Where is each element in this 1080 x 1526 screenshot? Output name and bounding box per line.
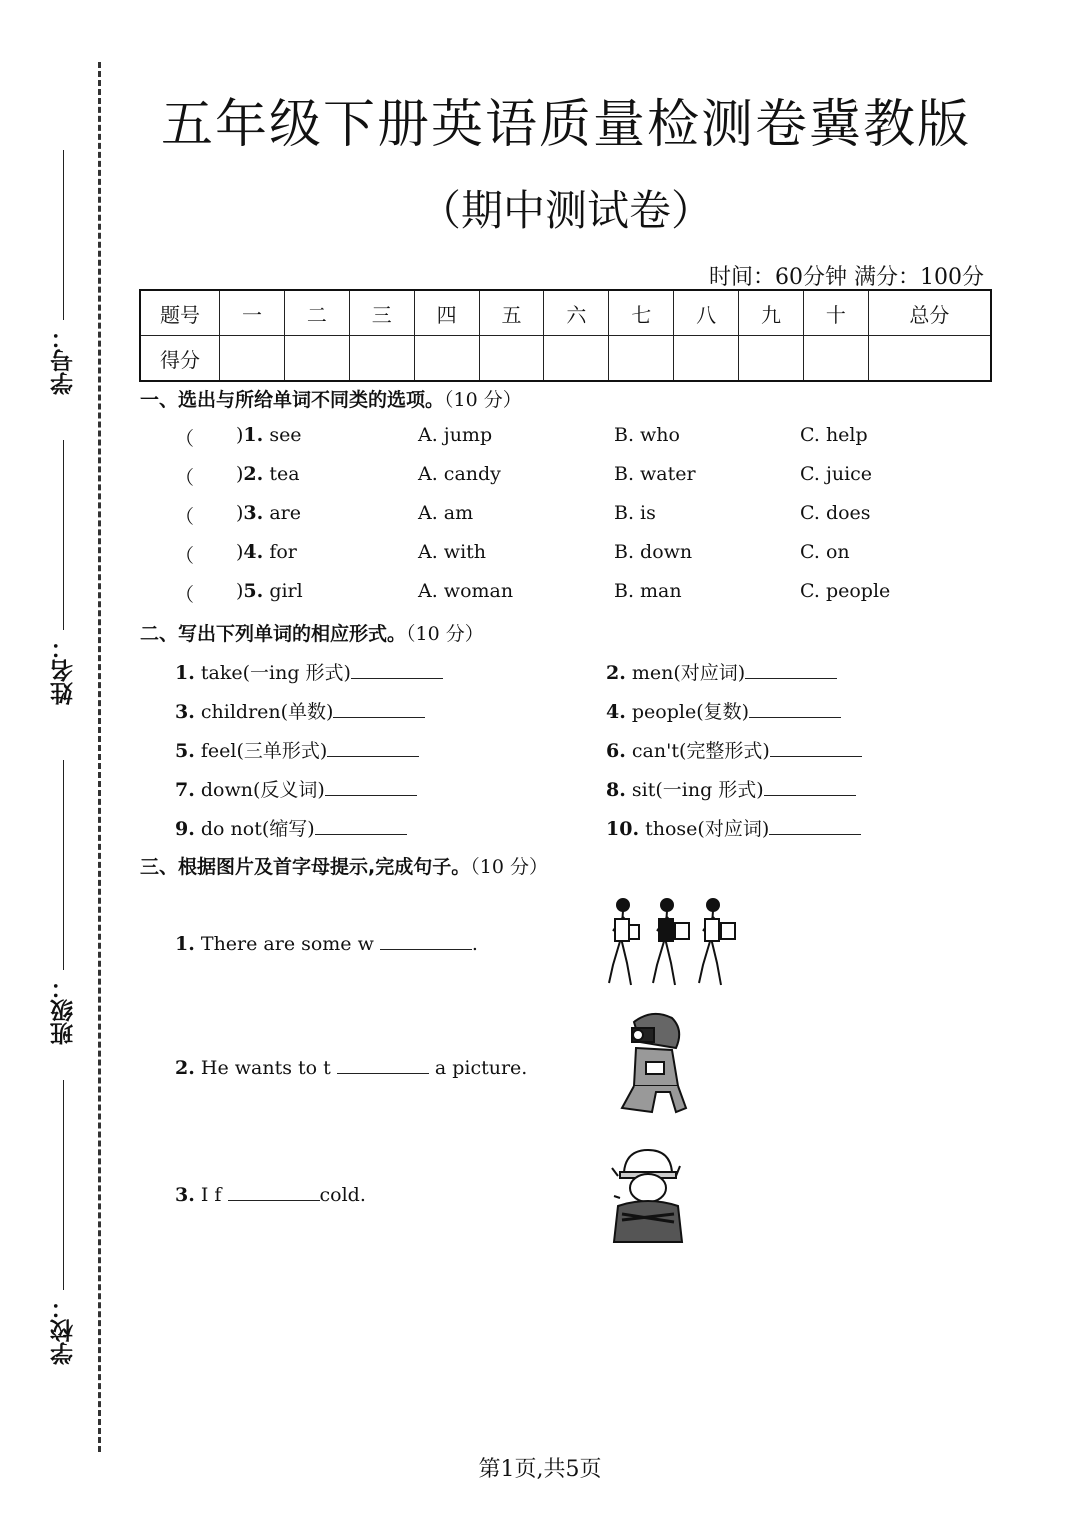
student-id-label: 学号：	[50, 326, 77, 395]
s2-answer-blank[interactable]	[769, 816, 861, 835]
score-cell[interactable]	[414, 336, 479, 382]
score-header-cell: 一	[220, 290, 285, 336]
score-header-cell: 三	[349, 290, 414, 336]
s2-answer-blank[interactable]	[333, 699, 425, 718]
s3-item: 2. He wants to t a picture.	[175, 1057, 528, 1079]
s2-answer-blank[interactable]	[764, 777, 856, 796]
s1-option-c: C. on	[800, 541, 850, 563]
score-header-cell: 九	[739, 290, 804, 336]
s2-answer-blank[interactable]	[745, 660, 837, 679]
score-header-cell: 二	[284, 290, 349, 336]
s1-paren: （	[175, 467, 195, 489]
s1-option-c: C. help	[800, 424, 868, 446]
score-header-cell: 四	[414, 290, 479, 336]
women-shopping-picture	[605, 893, 745, 993]
score-cell[interactable]	[803, 336, 868, 382]
school-label: 学校：	[50, 1296, 77, 1365]
s1-option-a: A. with	[418, 541, 487, 563]
s1-paren: （	[175, 545, 195, 567]
s1-option-c: C. people	[800, 580, 891, 602]
score-cell[interactable]	[349, 336, 414, 382]
s2-item: 2. men(对应词)	[606, 658, 837, 685]
section2-heading	[140, 619, 484, 646]
s2-item: 6. can't(完整形式)	[606, 736, 862, 763]
s3-answer-blank[interactable]	[228, 1182, 320, 1201]
s1-question: )1. see	[236, 424, 302, 446]
school-field[interactable]	[45, 1080, 81, 1365]
section2-points: （10 分）	[406, 623, 484, 645]
score-cell[interactable]	[739, 336, 804, 382]
s2-item: 8. sit(一ing 形式)	[606, 775, 856, 802]
s1-paren: （	[175, 428, 195, 450]
s1-option-a: A. candy	[418, 463, 501, 485]
section1-heading	[140, 385, 522, 412]
score-header-cell: 六	[544, 290, 609, 336]
s1-option-c: C. does	[800, 502, 871, 524]
s1-option-b: B. who	[614, 424, 680, 446]
s3-item: 1. There are some w .	[175, 933, 478, 955]
s1-question: )2. tea	[236, 463, 300, 485]
score-header-cell: 题号	[140, 290, 220, 336]
s1-question: )3. are	[236, 502, 301, 524]
page-subtitle: （期中测试卷）	[418, 186, 713, 235]
s1-option-b: B. water	[614, 463, 696, 485]
name-field[interactable]	[45, 440, 81, 705]
s2-answer-blank[interactable]	[351, 660, 443, 679]
score-header-cell: 十	[803, 290, 868, 336]
s1-answer-slot[interactable]	[205, 424, 235, 446]
section3-title: 三、根据图片及首字母提示,完成句子。	[140, 856, 471, 878]
s1-question: )5. girl	[236, 580, 303, 602]
s3-answer-blank[interactable]	[380, 931, 472, 950]
binding-dashed-line	[98, 62, 101, 1452]
s3-answer-blank[interactable]	[337, 1055, 429, 1074]
s1-paren: （	[175, 506, 195, 528]
score-header-cell: 七	[609, 290, 674, 336]
score-header-row	[140, 290, 991, 336]
score-header-cell: 五	[479, 290, 544, 336]
s1-question: )4. for	[236, 541, 297, 563]
section3-points: （10 分）	[470, 856, 548, 878]
s1-answer-slot[interactable]	[205, 580, 235, 602]
s1-option-a: A. am	[418, 502, 474, 524]
class-label: 班级：	[50, 976, 77, 1045]
s1-option-b: B. man	[614, 580, 682, 602]
s3-item: 3. I f cold.	[175, 1184, 366, 1206]
class-field[interactable]	[45, 760, 81, 1045]
s1-option-b: B. down	[614, 541, 693, 563]
score-cell[interactable]	[868, 336, 991, 382]
score-cell[interactable]	[544, 336, 609, 382]
s2-item: 1. take(一ing 形式)	[175, 658, 443, 685]
score-input-row	[140, 336, 991, 382]
s2-item: 5. feel(三单形式)	[175, 736, 419, 763]
s2-answer-blank[interactable]	[327, 738, 419, 757]
score-table	[139, 289, 992, 382]
s1-paren: （	[175, 584, 195, 606]
cold-child-picture	[610, 1146, 686, 1244]
s1-option-a: A. woman	[418, 580, 514, 602]
score-row-label: 得分	[140, 336, 220, 382]
section1-points: （10 分）	[444, 389, 522, 411]
s1-option-c: C. juice	[800, 463, 873, 485]
section1-title: 一、选出与所给单词不同类的选项。	[140, 389, 445, 411]
score-cell[interactable]	[674, 336, 739, 382]
student-id-field[interactable]	[45, 150, 81, 395]
page-footer: 第1页,共5页	[478, 1457, 602, 1482]
s1-option-b: B. is	[614, 502, 656, 524]
score-cell[interactable]	[284, 336, 349, 382]
s2-item: 3. children(单数)	[175, 697, 425, 724]
s2-item: 4. people(复数)	[606, 697, 841, 724]
s1-answer-slot[interactable]	[205, 463, 235, 485]
score-cell[interactable]	[220, 336, 285, 382]
exam-meta: 时间：60分钟 满分：100分	[709, 265, 984, 290]
s2-answer-blank[interactable]	[315, 816, 407, 835]
score-header-cell: 八	[674, 290, 739, 336]
s2-answer-blank[interactable]	[749, 699, 841, 718]
s2-item: 7. down(反义词)	[175, 775, 417, 802]
section2-title: 二、写出下列单词的相应形式。	[140, 623, 407, 645]
s2-item: 9. do not(缩写)	[175, 814, 407, 841]
s2-answer-blank[interactable]	[325, 777, 417, 796]
score-cell[interactable]	[479, 336, 544, 382]
s2-item: 10. those(对应词)	[606, 814, 861, 841]
boy-camera-picture	[612, 1008, 692, 1120]
s1-answer-slot[interactable]	[205, 502, 235, 524]
s1-answer-slot[interactable]	[205, 541, 235, 563]
page-title: 五年级下册英语质量检测卷冀教版	[160, 95, 971, 155]
name-label: 姓名：	[50, 636, 77, 705]
score-cell[interactable]	[609, 336, 674, 382]
section3-heading	[140, 852, 548, 879]
score-header-cell: 总分	[868, 290, 991, 336]
s2-answer-blank[interactable]	[770, 738, 862, 757]
s1-option-a: A. jump	[418, 424, 493, 446]
